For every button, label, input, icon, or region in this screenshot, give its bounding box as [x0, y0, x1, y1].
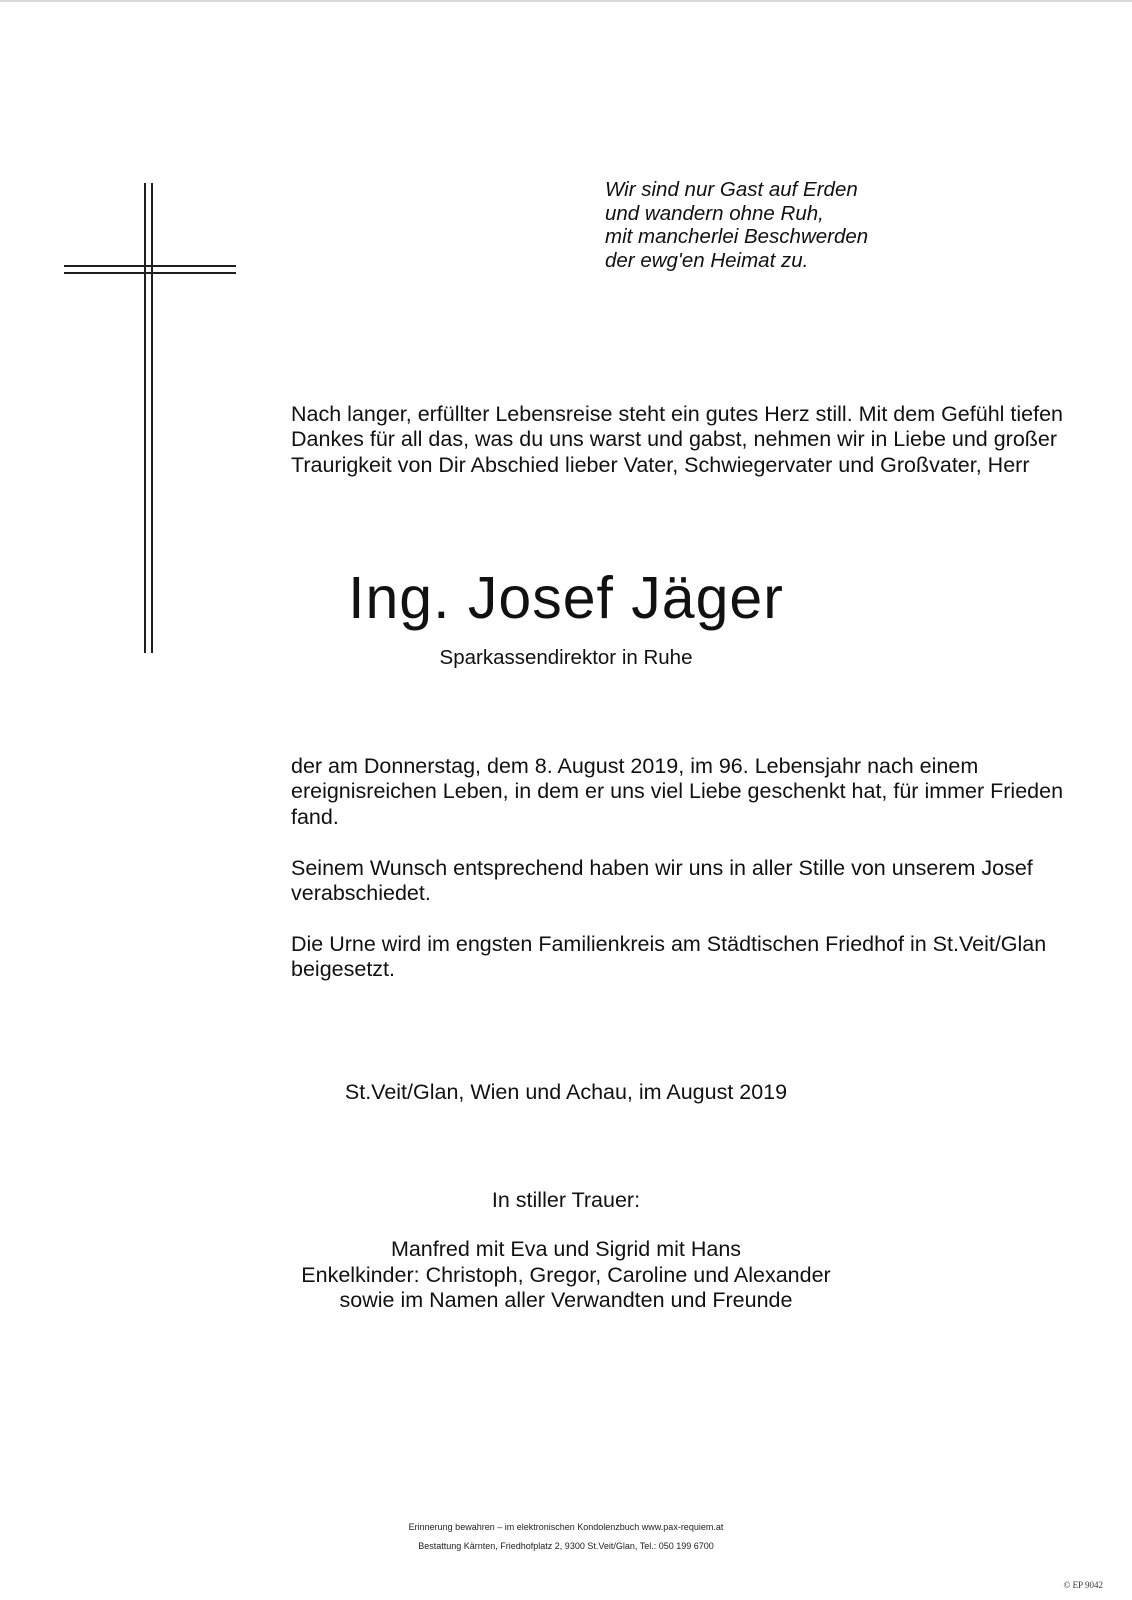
intro-paragraph: Nach langer, erfüllter Lebensreise steht ein gutes Herz still. Mit dem Gefühl tiefen Dankes für all das, was du uns warst und gabst, nehmen wir in Liebe und großer Traurigkeit von Dir Abschied lieber Vater, Schwiegervater und Großvater, Herr	[291, 402, 1063, 477]
document-code: © EP 9042	[1063, 1580, 1103, 1590]
deceased-name: Ing. Josef Jäger	[348, 565, 784, 631]
poem-line: und wandern ohne Ruh,	[605, 201, 824, 225]
footer-condolence-line: Erinnerung bewahren – im elektronischen Kondolenzbuch www.pax-requiem.at	[408, 1522, 724, 1532]
poem-line: der ewg'en Heimat zu.	[605, 248, 809, 272]
poem-line: Wir sind nur Gast auf Erden	[605, 178, 858, 201]
cross-horizontal-line-top	[64, 265, 236, 267]
mourner-line: sowie im Namen aller Verwandten und Freunde	[339, 1288, 793, 1313]
poem	[605, 178, 868, 272]
burial-paragraph: Die Urne wird im engsten Familienkreis am Städtischen Friedhof in St.Veit/Glan beigesetzt.	[291, 932, 1047, 982]
deceased-title: Sparkassendirektor in Ruhe	[439, 646, 693, 669]
cross-horizontal-line-bottom	[64, 272, 236, 274]
farewell-paragraph: Seinem Wunsch entsprechend haben wir uns in aller Stille von unserem Josef verabschiedet.	[291, 856, 1033, 906]
top-border-line	[0, 0, 1132, 2]
poem-line: mit mancherlei Beschwerden	[605, 225, 869, 249]
place-date: St.Veit/Glan, Wien und Achau, im August 2019	[344, 1080, 788, 1104]
footer	[0, 1518, 1132, 1556]
mourners-list	[0, 1237, 1132, 1314]
mourning-heading: In stiller Trauer:	[491, 1188, 641, 1212]
mourner-line: Enkelkinder: Christoph, Gregor, Caroline und Alexander	[301, 1262, 831, 1287]
death-paragraph: der am Donnerstag, dem 8. August 2019, im 96. Lebensjahr nach einem ereignisreichen Leben, in dem er uns viel Liebe geschenkt hat, für immer Frieden fand.	[291, 754, 1064, 829]
footer-address-line: Bestattung Kärnten, Friedhofplatz 2, 9300 St.Veit/Glan, Tel.: 050 199 6700	[418, 1541, 714, 1551]
mourner-line: Manfred mit Eva und Sigrid mit Hans	[390, 1237, 742, 1261]
